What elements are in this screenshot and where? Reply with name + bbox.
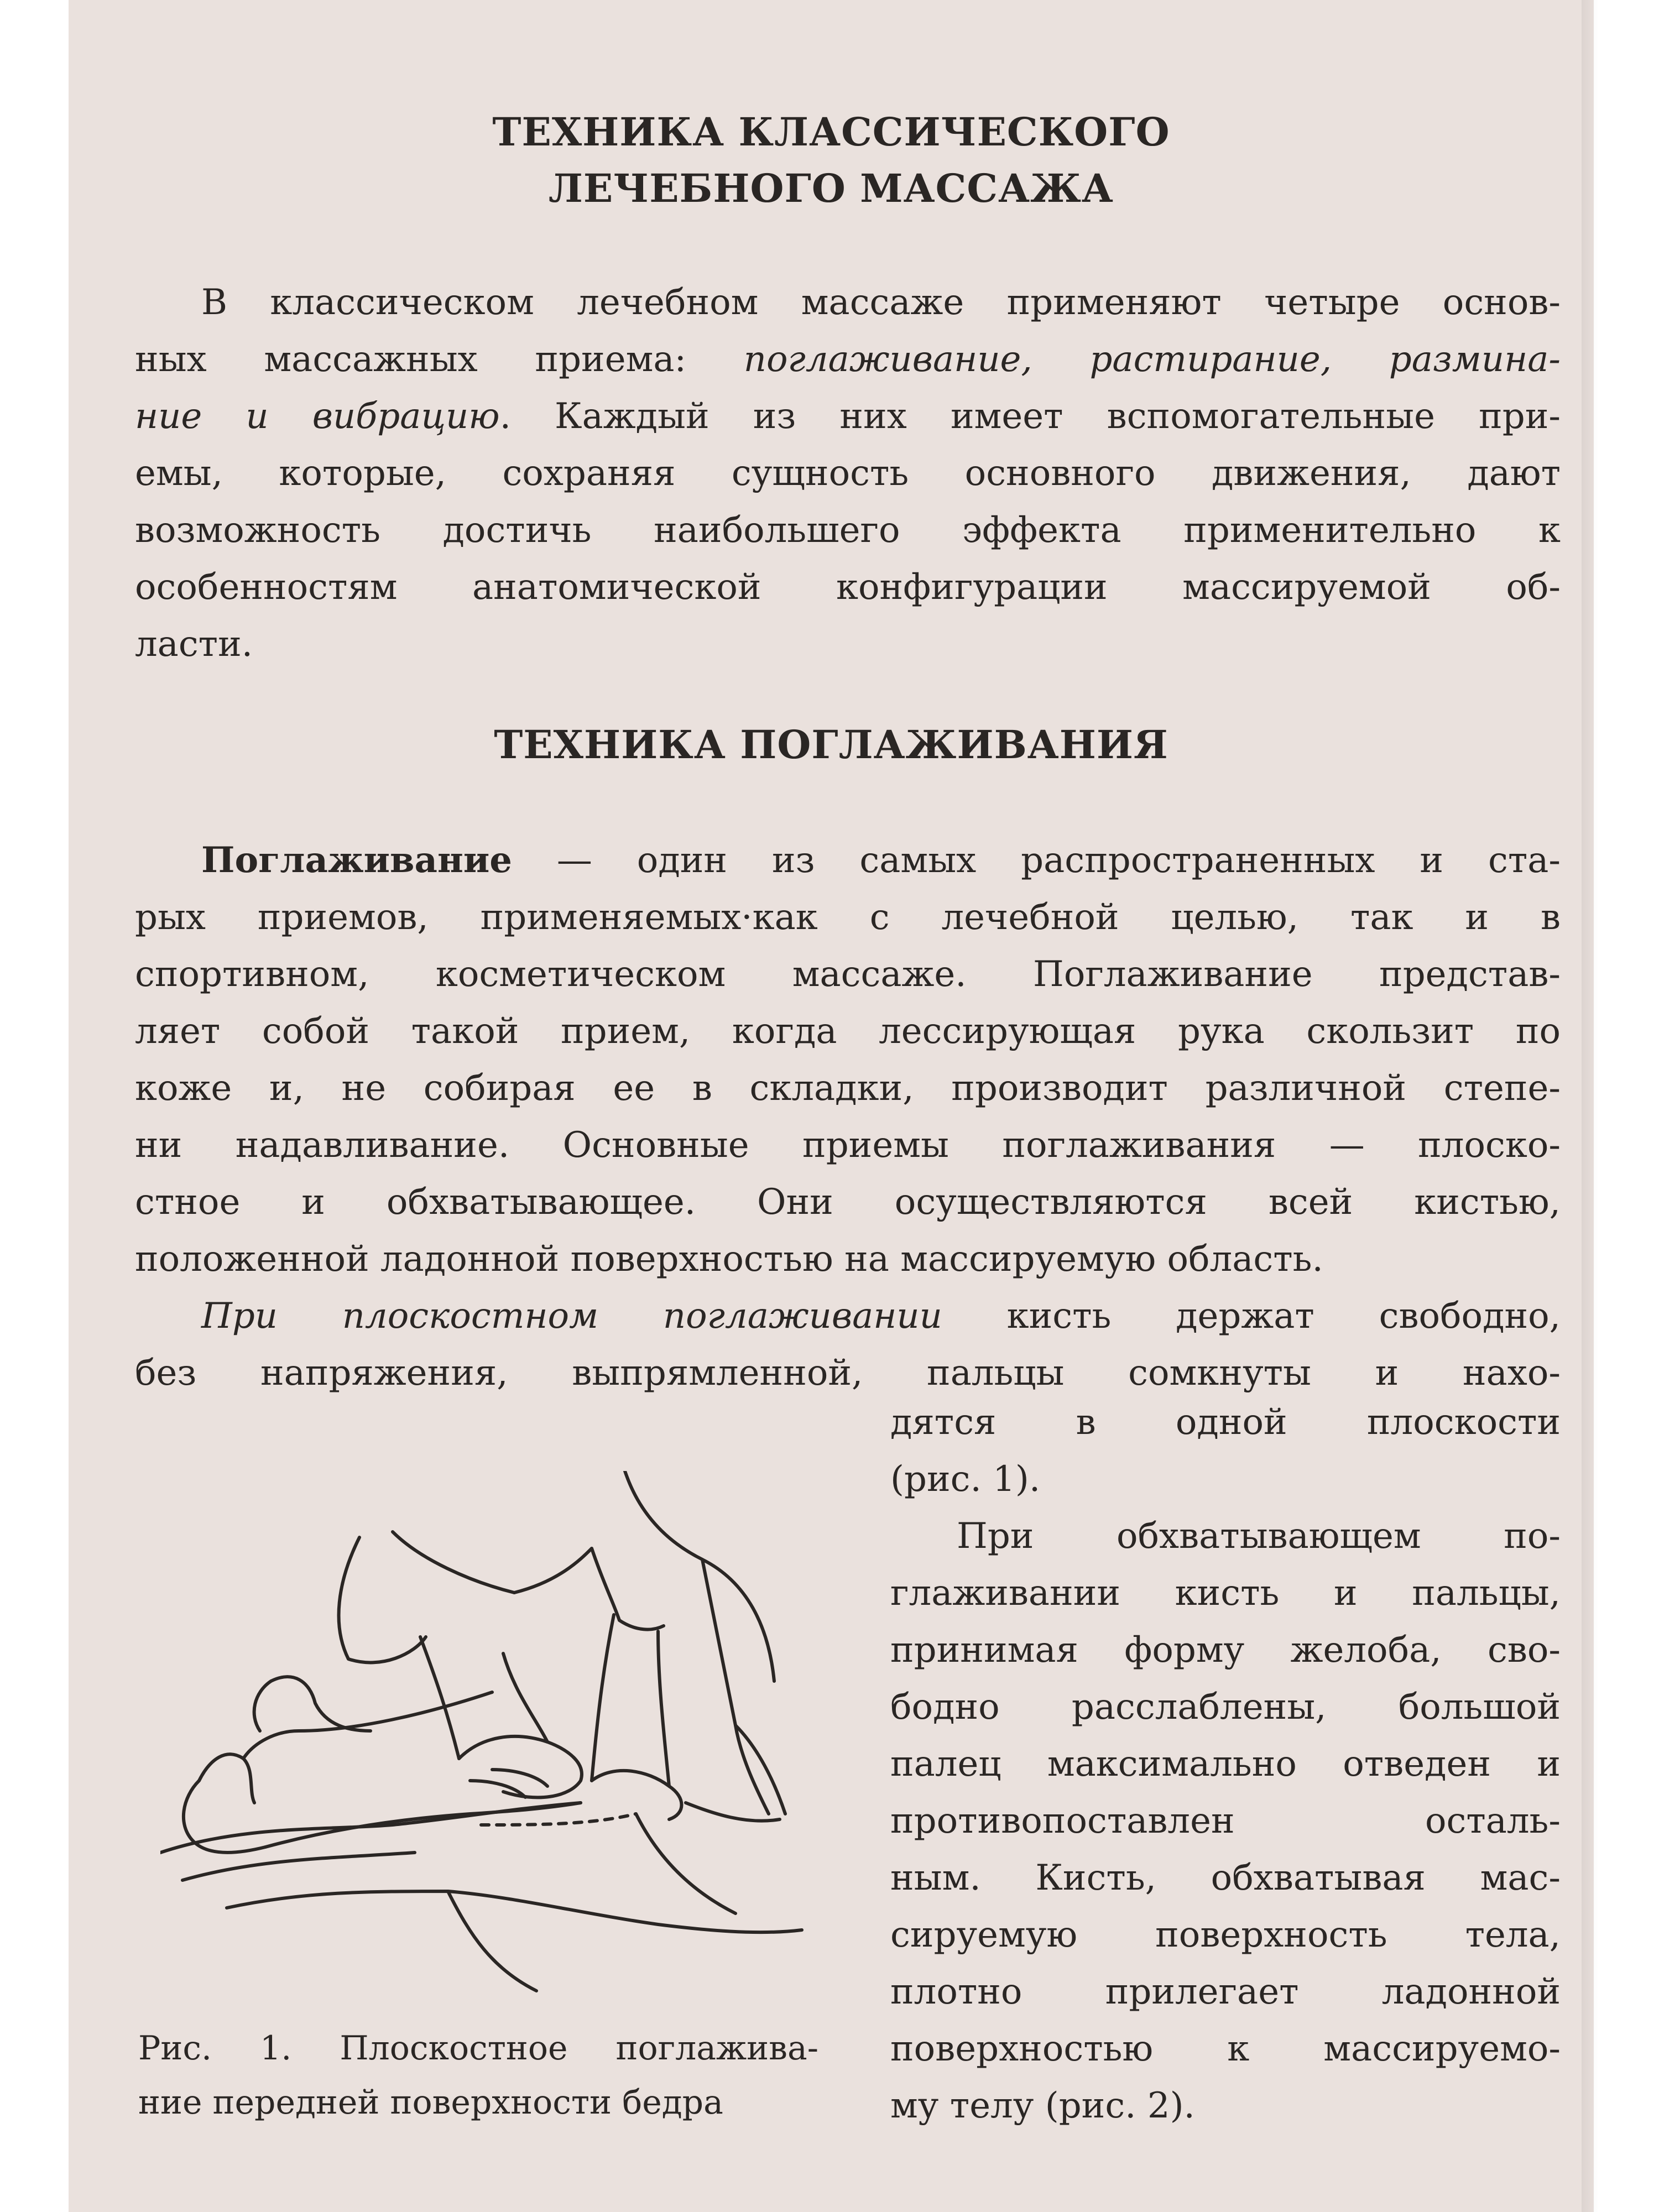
text-line: стное и обхватывающее. Они осуществляются всей кистью, — [135, 1182, 1561, 1223]
paragraph-intro — [135, 274, 1561, 673]
italic-term: При плоскостном поглаживании — [201, 1296, 942, 1337]
caption-line: ние передней поверхности бедра — [138, 2083, 723, 2122]
page-margin — [0, 0, 69, 2212]
text-run: — один из самых распространенных и ста- — [512, 840, 1561, 881]
patient-foot-2 — [254, 1681, 271, 1731]
therapist-arm — [658, 1631, 669, 1786]
text-line: принимая форму желоба, сво- — [890, 1630, 1561, 1671]
massage-illustration — [160, 1471, 818, 2024]
therapist-sleeve — [393, 1532, 514, 1593]
therapist-torso — [625, 1471, 774, 1681]
page-gutter-shadow — [1582, 0, 1598, 2212]
text-line: поверхностью к массируемо- — [890, 2028, 1561, 2069]
therapist-sleeve — [339, 1537, 426, 1662]
table-sheet-line — [227, 1891, 802, 1932]
text-line: коже и, не собирая ее в складки, производит различной степе- — [135, 1068, 1561, 1109]
text-line: возможность достичь наибольшего эффекта применительно к — [135, 510, 1561, 551]
text-line — [135, 388, 1561, 445]
text-line: При обхватывающем по- — [957, 1516, 1561, 1557]
text-run: кисть держат свободно, — [942, 1296, 1561, 1337]
stroke-direction-dotted — [481, 1814, 636, 1825]
therapist-torso — [702, 1559, 769, 1814]
heading-line-1: ТЕХНИКА КЛАССИЧЕСКОГО — [492, 109, 1170, 155]
therapist-arm — [420, 1637, 459, 1759]
text-line: ляет собой такой прием, когда лессирующая рука скользит по — [135, 1011, 1561, 1052]
text-line: ласти. — [135, 624, 253, 665]
text-line — [135, 1288, 1561, 1345]
text-line: В классическом лечебном массаже применяют четыре основ- — [201, 282, 1561, 323]
table-sheet-line — [182, 1853, 415, 1880]
figure-caption — [138, 2021, 818, 2130]
text-line: му телу (рис. 2). — [890, 2085, 1195, 2126]
text-line: противопоставлен осталь- — [890, 1801, 1561, 1841]
text-line: ным. Кисть, обхватывая мас- — [890, 1858, 1561, 1898]
table-sheet-line — [448, 1891, 536, 1991]
heading-line-2: ЛЕЧЕБНОГО МАССАЖА — [549, 165, 1114, 211]
section-heading-classic-massage — [69, 104, 1594, 217]
patient-foot — [199, 1754, 254, 1803]
text-line: ни надавливание. Основные приемы поглаживания — плоско- — [135, 1125, 1561, 1166]
text-line: сируемую поверхность тела, — [890, 1914, 1561, 1955]
section-heading-stroking: ТЕХНИКА ПОГЛАЖИВАНИЯ — [494, 722, 1168, 768]
text-line: (рис. 1). — [890, 1459, 1041, 1500]
text-line: емы, которые, сохраняя сущность основного движения, дают — [135, 453, 1561, 494]
therapist-arm — [503, 1653, 547, 1742]
text-line: палец максимально отведен и — [890, 1744, 1561, 1785]
text-run: ных массажных приема: — [135, 339, 744, 380]
caption-line: Рис. 1. Плоскостное поглажива- — [138, 2029, 818, 2068]
therapist-torso — [514, 1548, 592, 1593]
paragraph-right-column — [890, 1394, 1561, 2135]
text-line: плотно прилегает ладонной — [890, 1971, 1561, 2012]
text-line: особенностям анатомической конфигурации массируемой об- — [135, 567, 1561, 608]
text-line — [135, 832, 1561, 889]
text-line: рых приемов, применяемых·как с лечебной целью, так и в — [135, 897, 1561, 938]
therapist-sleeve — [592, 1548, 664, 1630]
therapist-hand — [459, 1736, 582, 1797]
italic-term: ние и вибрацию — [135, 396, 500, 437]
text-run: . Каждый из них имеет вспомогательные при- — [499, 396, 1561, 437]
paragraph-stroking — [135, 832, 1561, 1402]
text-line: без напряжения, выпрямленной, пальцы сомкнуты и нахо- — [135, 1353, 1561, 1394]
italic-term: поглаживание, растирание, размина- — [743, 339, 1561, 380]
bold-term: Поглаживание — [201, 839, 512, 881]
text-line: спортивном, косметическом массаже. Поглаживание представ- — [135, 954, 1561, 995]
patient-foot-2 — [271, 1677, 371, 1731]
text-line: дятся в одной плоскости — [890, 1402, 1561, 1443]
text-line: бодно расслаблены, большой — [890, 1687, 1561, 1728]
sheet-fold — [636, 1814, 735, 1913]
text-line: глаживании кисть и пальцы, — [890, 1573, 1561, 1614]
text-line: положенной ладонной поверхностью на массируемую область. — [135, 1239, 1323, 1280]
text-line — [135, 331, 1561, 388]
therapist-arm — [592, 1615, 614, 1781]
